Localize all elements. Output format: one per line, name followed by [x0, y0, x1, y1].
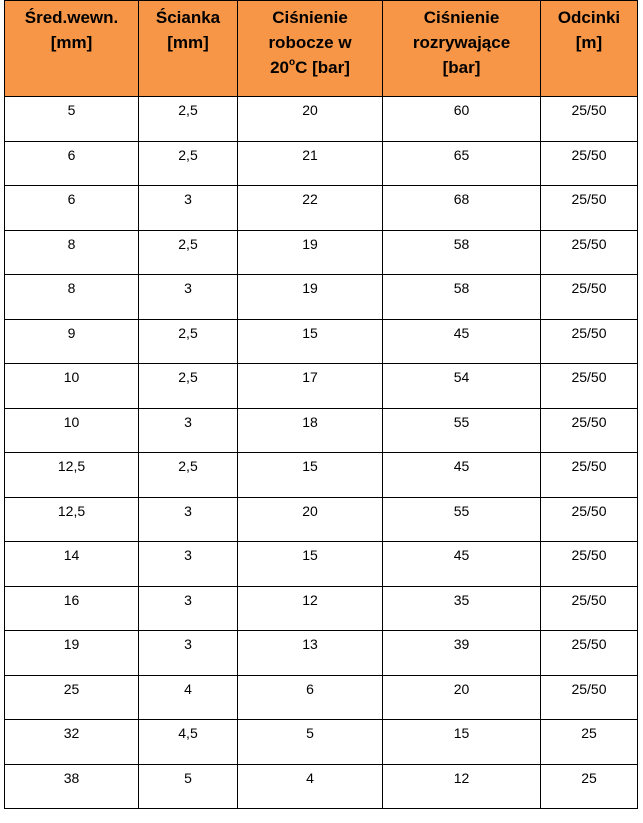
- cell-wall: 2,5: [139, 141, 238, 186]
- cell-lengths: 25: [541, 764, 638, 809]
- cell-wall: 2,5: [139, 319, 238, 364]
- cell-wall: 2,5: [139, 97, 238, 142]
- header-lengths: [541, 1, 638, 97]
- cell-working-pressure: 22: [238, 186, 383, 231]
- cell-lengths: 25/50: [541, 364, 638, 409]
- spec-table: [4, 0, 638, 809]
- cell-burst-pressure: 54: [383, 364, 541, 409]
- header-working-pressure: [238, 1, 383, 97]
- cell-lengths: 25/50: [541, 631, 638, 676]
- cell-lengths: 25: [541, 720, 638, 765]
- cell-working-pressure: 20: [238, 97, 383, 142]
- cell-lengths: 25/50: [541, 542, 638, 587]
- table-row: [5, 675, 638, 720]
- header-line: Śred.wewn.: [24, 8, 119, 27]
- cell-lengths: 25/50: [541, 97, 638, 142]
- cell-wall: 5: [139, 764, 238, 809]
- table-row: [5, 230, 638, 275]
- table-row: [5, 319, 638, 364]
- degree-superscript: o: [289, 57, 296, 69]
- cell-inner-diameter: 32: [5, 720, 139, 765]
- table-row: [5, 408, 638, 453]
- cell-inner-diameter: 6: [5, 141, 139, 186]
- cell-burst-pressure: 35: [383, 586, 541, 631]
- table-row: [5, 542, 638, 587]
- header-burst-pressure: [383, 1, 541, 97]
- cell-burst-pressure: 58: [383, 275, 541, 320]
- table-row: [5, 497, 638, 542]
- cell-burst-pressure: 15: [383, 720, 541, 765]
- cell-working-pressure: 15: [238, 453, 383, 498]
- cell-working-pressure: 17: [238, 364, 383, 409]
- cell-wall: 3: [139, 586, 238, 631]
- cell-wall: 3: [139, 542, 238, 587]
- cell-wall: 3: [139, 186, 238, 231]
- cell-wall: 2,5: [139, 453, 238, 498]
- cell-lengths: 25/50: [541, 319, 638, 364]
- cell-working-pressure: 20: [238, 497, 383, 542]
- cell-lengths: 25/50: [541, 230, 638, 275]
- cell-inner-diameter: 8: [5, 230, 139, 275]
- cell-inner-diameter: 12,5: [5, 453, 139, 498]
- cell-lengths: 25/50: [541, 675, 638, 720]
- temperature-unit: C [bar]: [295, 58, 350, 77]
- cell-working-pressure: 15: [238, 319, 383, 364]
- cell-working-pressure: 6: [238, 675, 383, 720]
- table-header: [5, 1, 638, 97]
- table-row: [5, 720, 638, 765]
- header-line: robocze w: [268, 33, 352, 52]
- table-row: [5, 586, 638, 631]
- cell-lengths: 25/50: [541, 453, 638, 498]
- cell-burst-pressure: 45: [383, 319, 541, 364]
- cell-working-pressure: 13: [238, 631, 383, 676]
- cell-wall: 3: [139, 275, 238, 320]
- cell-lengths: 25/50: [541, 275, 638, 320]
- cell-wall: 2,5: [139, 230, 238, 275]
- cell-working-pressure: 18: [238, 408, 383, 453]
- cell-burst-pressure: 60: [383, 97, 541, 142]
- cell-inner-diameter: 9: [5, 319, 139, 364]
- cell-wall: 2,5: [139, 364, 238, 409]
- cell-inner-diameter: 12,5: [5, 497, 139, 542]
- table-row: [5, 764, 638, 809]
- cell-working-pressure: 19: [238, 275, 383, 320]
- cell-burst-pressure: 65: [383, 141, 541, 186]
- table-row: [5, 97, 638, 142]
- cell-inner-diameter: 19: [5, 631, 139, 676]
- cell-wall: 4,5: [139, 720, 238, 765]
- header-inner-diameter: [5, 1, 139, 97]
- table-row: [5, 186, 638, 231]
- cell-lengths: 25/50: [541, 497, 638, 542]
- cell-inner-diameter: 10: [5, 408, 139, 453]
- table-row: [5, 364, 638, 409]
- cell-burst-pressure: 55: [383, 497, 541, 542]
- cell-burst-pressure: 58: [383, 230, 541, 275]
- cell-inner-diameter: 8: [5, 275, 139, 320]
- cell-working-pressure: 21: [238, 141, 383, 186]
- header-line: rozrywające: [412, 33, 511, 52]
- cell-inner-diameter: 38: [5, 764, 139, 809]
- cell-burst-pressure: 45: [383, 542, 541, 587]
- header-row: [5, 1, 638, 97]
- cell-burst-pressure: 55: [383, 408, 541, 453]
- cell-inner-diameter: 6: [5, 186, 139, 231]
- cell-inner-diameter: 10: [5, 364, 139, 409]
- header-line: Ciśnienie: [423, 8, 500, 27]
- cell-inner-diameter: 14: [5, 542, 139, 587]
- table-body: [5, 97, 638, 809]
- header-line: Ścianka: [155, 8, 221, 27]
- header-line: [238, 55, 382, 80]
- cell-burst-pressure: 68: [383, 186, 541, 231]
- cell-burst-pressure: 45: [383, 453, 541, 498]
- cell-working-pressure: 19: [238, 230, 383, 275]
- cell-working-pressure: 12: [238, 586, 383, 631]
- cell-wall: 3: [139, 497, 238, 542]
- cell-inner-diameter: 5: [5, 97, 139, 142]
- cell-burst-pressure: 39: [383, 631, 541, 676]
- table-row: [5, 275, 638, 320]
- cell-inner-diameter: 16: [5, 586, 139, 631]
- cell-working-pressure: 15: [238, 542, 383, 587]
- cell-lengths: 25/50: [541, 186, 638, 231]
- cell-wall: 4: [139, 675, 238, 720]
- cell-lengths: 25/50: [541, 586, 638, 631]
- table-row: [5, 453, 638, 498]
- header-line: Ciśnienie: [272, 8, 348, 27]
- cell-lengths: 25/50: [541, 141, 638, 186]
- cell-inner-diameter: 25: [5, 675, 139, 720]
- cell-wall: 3: [139, 408, 238, 453]
- cell-burst-pressure: 12: [383, 764, 541, 809]
- table-row: [5, 141, 638, 186]
- header-line: [mm]: [50, 33, 93, 52]
- cell-burst-pressure: 20: [383, 675, 541, 720]
- cell-working-pressure: 4: [238, 764, 383, 809]
- header-wall: [139, 1, 238, 97]
- header-line: Odcinki: [557, 8, 621, 27]
- cell-wall: 3: [139, 631, 238, 676]
- cell-lengths: 25/50: [541, 408, 638, 453]
- temperature-value: 20: [270, 58, 290, 77]
- header-line: [mm]: [167, 33, 209, 52]
- cell-working-pressure: 5: [238, 720, 383, 765]
- header-line: [bar]: [442, 58, 481, 77]
- table-row: [5, 631, 638, 676]
- header-line: [m]: [575, 33, 603, 52]
